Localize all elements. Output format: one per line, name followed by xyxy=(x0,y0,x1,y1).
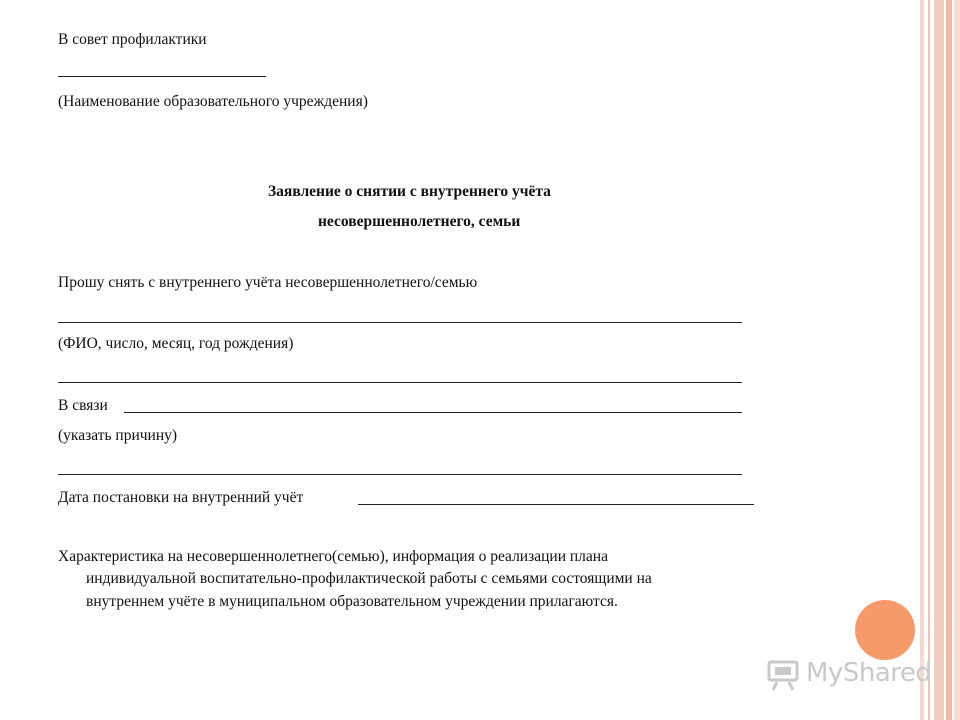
fio-blank xyxy=(58,322,742,323)
watermark-brand-text: MyShared xyxy=(806,658,932,688)
decorative-side-stripes xyxy=(920,0,960,720)
registration-date-blank xyxy=(358,504,754,505)
institution-blank xyxy=(58,76,266,77)
reason-blank-2 xyxy=(58,474,742,475)
request-text: Прошу снять с внутреннего учёта несовершеннолетнего/семью xyxy=(58,274,478,291)
recipient-line: В совет профилактики xyxy=(58,31,207,48)
reason-label: В связи xyxy=(58,397,108,414)
attachment-text-line2: индивидуальной воспитательно-профилактической работы с семьями состоящими на xyxy=(86,570,652,587)
institution-caption: (Наименование образовательного учреждения) xyxy=(58,93,368,110)
fio-blank-2 xyxy=(58,382,742,383)
registration-date-label: Дата постановки на внутренний учёт xyxy=(58,489,304,506)
decorative-circle xyxy=(855,600,915,660)
reason-blank xyxy=(124,412,742,413)
reason-caption: (указать причину) xyxy=(58,427,178,444)
attachment-text-line3: внутреннем учёте в муниципальном образовательном учреждении прилагаются. xyxy=(86,593,618,610)
presentation-icon xyxy=(766,658,800,692)
fio-caption: (ФИО, число, месяц, год рождения) xyxy=(58,335,294,352)
attachment-text-line1: Характеристика на несовершеннолетнего(семью), информация о реализации плана xyxy=(58,548,608,565)
document-title-line1: Заявление о снятии с внутреннего учёта xyxy=(268,183,551,200)
document-title-line2: несовершеннолетнего, семьи xyxy=(318,213,521,230)
